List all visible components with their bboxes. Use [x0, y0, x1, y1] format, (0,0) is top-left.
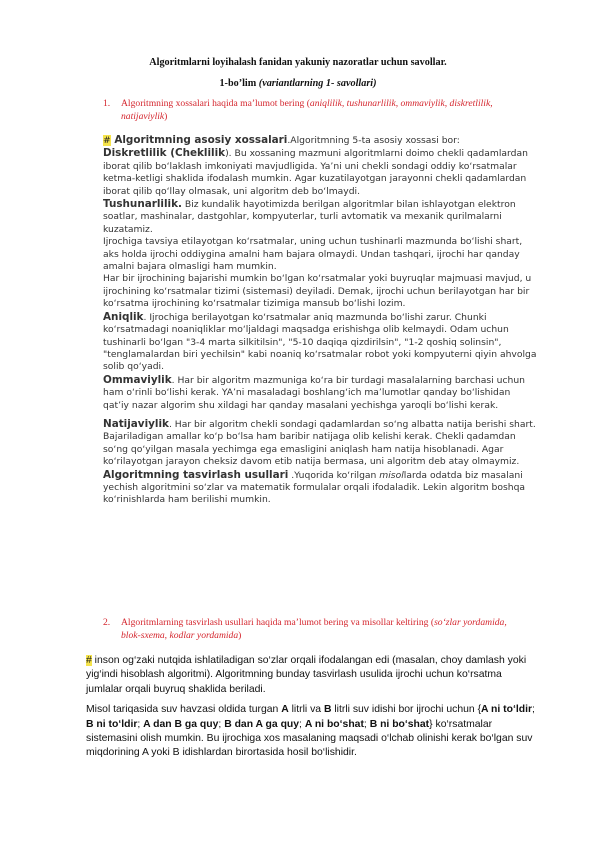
property-natijaviylik: Natijaviylik. Har bir algoritm chekli sondagi qadamlardan so‘ng albatta natija berishi shart. Bajariladigan amallar ko‘p bo‘lsa ham baribir natijaga olib kelishi kerak. Chekli qadamdan so‘ng qo‘yilgan masala yechimga ega emasligini aniqlash ham natija hisoblanadi. Agar ko‘rilayotgan jarayon cheksiz davom etib natija bermasa, uni algoritm deb atay olmaymiz. — [103, 417, 536, 468]
question-2-text: Algoritmlarning tasvirlash usullari haqida ma’lumot bering va misollar keltiring (so‘zlar yordamida, blok-sxema, kodlar yordamida) — [121, 617, 507, 641]
hash-marker: # — [86, 655, 92, 666]
answer-1 — [103, 134, 537, 507]
command-3: A dan B ga quy — [143, 718, 219, 730]
property-aniqlik: Aniqlik. Ijrochiga berilayotgan ko‘rsatmalar aniq mazmunda bo‘lishi zarur. Chunki ko‘rsatmadagi noaniqliklar mo‘ljaldagi maqsadga erishishga olib kelmaydi. Odam uchun tushinarli bo‘lgan "3-4 marta silkitilsin", "5-10 daqiqa qizdirilsin", "1-2 qoshiq solinsin", "tenglamalardan biri yechilsin" kabi noaniq ko‘rsatmalar robot yoki kompyuterni qiyin ahvolga solib qo‘yadi. — [103, 310, 537, 373]
answer-2 — [86, 654, 538, 767]
part-title — [0, 78, 596, 89]
property-ommaviylik: Ommaviylik. Har bir algoritm mazmuniga ko‘ra bir turdagi masalalarning barchasi uchun ham o‘rinli bo‘lishi kerak. YA’ni masaladagi boshlang‘ich ma’lumotlar qanday bo‘lishidan qat’iy nazar algorim shu xildagi har qanday masalani yechishga yaroqli bo‘lishi kerak. — [103, 373, 525, 411]
question-1-italic: aniqlilik, tushunarlilik, ommaviylik, diskretlilik, natijaviylik — [121, 98, 493, 122]
part-prefix: 1-bo’lim — [219, 78, 259, 89]
question-2 — [103, 617, 523, 642]
answer-2-paragraph-2: Misol tariqasida suv havzasi oldida turgan A litrli va B litrli suv idishi bor ijrochi uchun {A ni to‘ldir; B ni to‘ldir; A dan B ga quy; B dan A ga quy; A ni bo‘shat; B ni bo‘shat} ko‘rsatmalar sistemasini olish mumkin. Bu ijrochiga xos masalaning maqsadi o‘lchab olinishi kerak bo‘lgan suv miqdorining A yoki B idishlardan birortasida hosil bo‘lishidir. — [86, 704, 535, 759]
property-tushunarlilik: Tushunarlilik. Biz kundalik hayotimizda berilgan algoritmlar bilan ishlayotgan elektron soatlar, mashinalar, dastgohlar, kompyuterlar, turli avtomatik va mexanik qurilmalarni kuzatamiz. — [103, 198, 516, 235]
document-title: Algoritmlarni loyihalash fanidan yakuniy nazoratlar uchun savollar. — [149, 57, 447, 68]
question-1-number: 1. — [103, 98, 111, 109]
answer-2-paragraph-1: # inson og‘zaki nutqida ishlatiladigan so‘zlar orqali ifodalangan edi (masalan, choy damlash yoki yig‘indi hisoblash algoritmi). Algoritmning bunday tasvirlash usulida ijrochi uchun ko‘rsatma jumlalar orqali buyruq shaklida beriladi. — [86, 655, 527, 695]
property-diskretlilik: Diskretlilik (Cheklilik). Bu xossaning mazmuni algoritmlarni doimo chekli qadamlardan iborat qilib bo‘laklash imkoniyati mavjudligida. Ya’ni uni chekli sondagi oddiy ko‘rsatmalar ketma-ketligi shaklida ifodalash mumkin. Agar kuzatilayotgan jarayonni chekli qadamlardan iborat qilib qo‘llay olmasak, uni algoritm deb bo‘lmaydi. — [103, 147, 528, 197]
answer-1-intro: # Algoritmning asosiy xossalari.Algoritmning 5-ta asosiy xossasi bor: — [103, 134, 460, 146]
question-2-number: 2. — [103, 617, 111, 628]
command-5: A ni bo‘shat — [304, 718, 364, 730]
question-1-text: Algoritmning xossalari haqida ma’lumot bering (aniqlilik, tushunarlilik, ommaviylik, diskretlilik, natijaviylik) — [121, 98, 493, 122]
question-1 — [103, 98, 523, 123]
paragraph-tasvirlash: Algoritmning tasvirlash usullari .Yuqorida ko‘rilgan misollarda odatda biz masalani yechish algoritmini so‘zlar va matematik formulalar orqali ifodaladik. Lekin algoritm boshqa ko‘rinishlarda ham berilishi mumkin. — [103, 468, 526, 506]
question-2-italic: so‘zlar yordamida, blok-sxema, kodlar yordamida — [121, 617, 507, 641]
answer-1-heading: Algoritmning asosiy xossalari — [110, 134, 288, 146]
part-italic: (variantlarning 1- savollari) — [258, 78, 377, 89]
command-6: B ni bo‘shat — [369, 718, 430, 730]
paragraph-korsatmalar-tizimi: Har bir ijrochining bajarishi mumkin bo‘lgan ko‘rsatmalar yoki buyruqlar majmuasi mavjud, u ijrochining ko‘rsatmalar tizimi (sistemasi) deyiladi. Demak, ijrochi uchun berilayotgan har bir ko‘rsatma ijrochining ko‘rsatmalar tizimiga mansub bo‘lishi lozim. — [103, 273, 532, 310]
command-1: A ni to‘ldir — [481, 704, 533, 716]
paragraph-ijrochi: Ijrochiga tavsiya etilayotgan ko‘rsatmalar, uning uchun tushinarli mazmunda bo‘lishi shart, aks holda ijrochi oddiygina amalni ham bajara olmaydi. Undan tashqari, ijrochi har qanday amalni bajara olmasligi ham mumkin. — [103, 236, 523, 273]
hash-marker: # — [103, 135, 111, 146]
command-2: B ni to‘ldir — [86, 718, 138, 730]
command-4: B dan A ga quy — [224, 718, 300, 730]
